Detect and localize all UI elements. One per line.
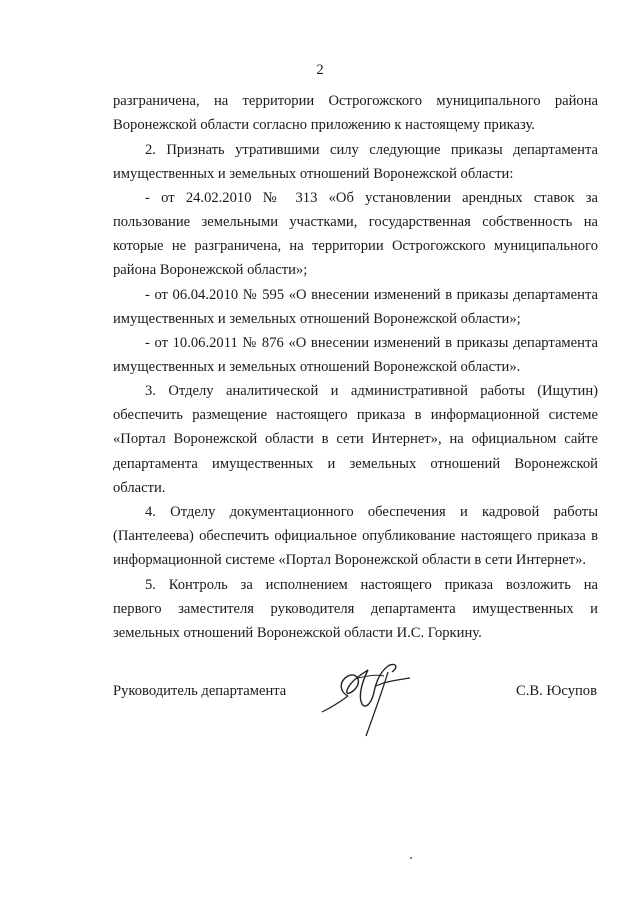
- body-line: информационной системе «Портал Воронежской области в сети Интернет».: [113, 552, 587, 568]
- body-line: - от 10.06.2011 № 876 «О внесении изменений в приказы департамента: [145, 335, 598, 351]
- handwritten-signature-icon: [318, 652, 418, 742]
- item-4-line: 4. Отделу документационного обеспечения и кадровой работы: [145, 504, 598, 520]
- body-line: «Портал Воронежской области в сети Интернет», на официальном сайте: [113, 431, 598, 447]
- body-line: имущественных и земельных отношений Воронежской области»;: [113, 311, 521, 327]
- item-5-line: 5. Контроль за исполнением настоящего приказа возложить на: [145, 577, 598, 593]
- signatory-role: Руководитель департамента: [113, 683, 287, 699]
- body-line: имущественных и земельных отношений Воронежской области:: [113, 166, 514, 182]
- body-line: области.: [113, 480, 166, 496]
- body-line: имущественных и земельных отношений Воронежской области».: [113, 359, 521, 375]
- page-number: 2: [316, 62, 324, 78]
- item-2-line: 2. Признать утратившими силу следующие приказы департамента: [145, 142, 598, 158]
- body-line: разграничена, на территории Острогожского муниципального района: [113, 93, 598, 109]
- body-line: департамента имущественных и земельных отношений Воронежской: [113, 456, 598, 472]
- signatory-name: С.В. Юсупов: [516, 683, 597, 699]
- item-3-line: 3. Отделу аналитической и административной работы (Ищутин): [145, 383, 598, 399]
- body-line: - от 24.02.2010 № 313 «Об установлении арендных ставок за: [145, 190, 598, 206]
- body-line: первого заместителя руководителя департамента имущественных и: [113, 601, 598, 617]
- body-line: - от 06.04.2010 № 595 «О внесении изменений в приказы департамента: [145, 287, 598, 303]
- body-line: пользование земельными участками, государственная собственность на: [113, 214, 598, 230]
- body-line: земельных отношений Воронежской области И.С. Горкину.: [113, 625, 482, 641]
- scan-speck: [410, 857, 412, 859]
- body-line: обеспечить размещение настоящего приказа в информационной системе: [113, 407, 598, 423]
- body-line: Воронежской области согласно приложению к настоящему приказу.: [113, 117, 535, 133]
- body-line: района Воронежской области»;: [113, 262, 308, 278]
- body-line: (Пантелеева) обеспечить официальное опубликование настоящего приказа в: [113, 528, 598, 544]
- body-line: которые не разграничена, на территории Острогожского муниципального: [113, 238, 598, 254]
